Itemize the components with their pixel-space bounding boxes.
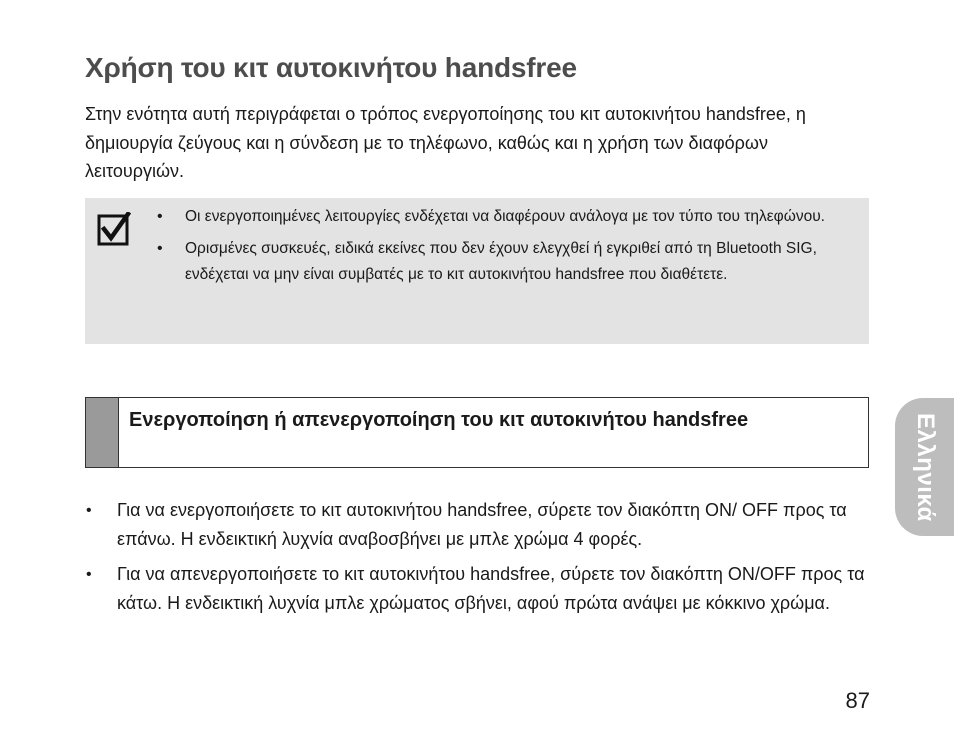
page-number: 87 [845,688,870,713]
section-header-bar [86,398,119,467]
list-item: • Για να ενεργοποιήσετε το κιτ αυτοκινήτου handsfree, σύρετε τον διακόπτη ON/ OFF προς τα επάνω. Η ενδεικτική λυχνία αναβοσβήνει με μπλε χρώμα 4 φορές. [85,496,875,554]
language-tab-label: Ελληνικά [912,412,939,522]
instruction-list [85,496,875,624]
note-item: • Οι ενεργοποιημένες λειτουργίες ενδέχεται να διαφέρουν ανάλογα με τον τύπο του τηλεφώνου. [157,204,857,231]
language-tab [895,398,954,536]
note-box [85,198,869,344]
note-item: • Ορισμένες συσκευές, ειδικά εκείνες που δεν έχουν ελεγχθεί ή εγκριθεί από τη Bluetooth SIG, ενδέχεται να μην είναι συμβατές με το κιτ αυτοκινήτου handsfree που διαθέτετε. [157,236,857,289]
section-header [85,397,869,468]
list-item: • Για να απενεργοποιήσετε το κιτ αυτοκινήτου handsfree, σύρετε τον διακόπτη ON/OFF προς τα κάτω. Η ενδεικτική λυχνία μπλε χρώματος σβήνει, αφού πρώτα ανάψει με κόκκινο χρώμα. [85,560,875,618]
intro-paragraph: Στην ενότητα αυτή περιγράφεται ο τρόπος ενεργοποίησης του κιτ αυτοκινήτου handsfree, η δημιουργία ζεύγους και η σύνδεση με το τηλέφωνο, καθώς και η χρήση των διαφόρων λειτουργιών. [85,104,806,181]
section-title: Ενεργοποίηση ή απενεργοποίηση του κιτ αυτοκινήτου handsfree [129,409,749,431]
page-title: Χρήση του κιτ αυτοκινήτου handsfree [85,52,577,83]
note-list [157,204,857,294]
checkbox-icon [97,212,131,246]
